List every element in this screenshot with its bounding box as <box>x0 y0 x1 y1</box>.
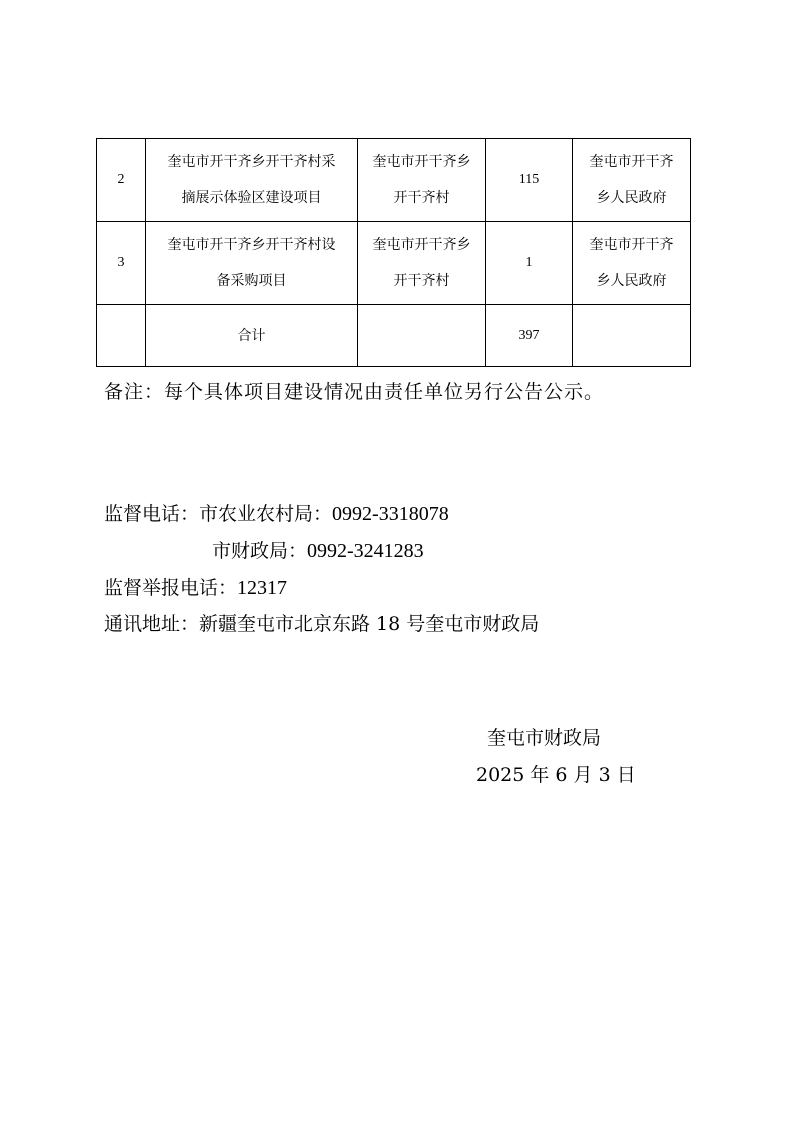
empty-cell <box>358 305 486 367</box>
finance-bureau-label: 市财政局： <box>212 540 308 562</box>
unit-line: 奎屯市开干齐 <box>589 154 674 170</box>
report-label: 监督举报电话： <box>104 577 238 599</box>
unit-line: 奎屯市开干齐 <box>589 237 674 253</box>
location-line: 奎屯市开干齐乡 <box>372 154 471 170</box>
unit-line: 乡人民政府 <box>596 190 667 206</box>
row-number: 2 <box>97 139 146 222</box>
signature-date: 2025 年 6 月 3 日 <box>476 764 636 786</box>
project-name-line: 摘展示体验区建设项目 <box>181 190 322 206</box>
project-name-line: 奎屯市开干齐乡开干齐村设 <box>167 237 336 253</box>
location-cell <box>358 139 486 222</box>
table-row <box>97 222 691 305</box>
address-line <box>104 609 539 636</box>
agri-bureau-label: 市农业农村局： <box>199 503 333 525</box>
location-cell <box>358 222 486 305</box>
location-line: 开干齐村 <box>393 273 450 289</box>
row-number: 3 <box>97 222 146 305</box>
remark-note: 备注：每个具体项目建设情况由责任单位另行公告公示。 <box>104 381 605 403</box>
project-name-cell <box>146 222 358 305</box>
empty-cell <box>573 305 691 367</box>
address-value: 新疆奎屯市北京东路 18 号奎屯市财政局 <box>199 613 540 635</box>
amount-cell: 1 <box>486 222 573 305</box>
project-name-line: 备采购项目 <box>216 273 287 289</box>
empty-cell <box>97 305 146 367</box>
table-row <box>97 139 691 222</box>
project-table <box>96 138 691 367</box>
responsible-unit-cell <box>573 139 691 222</box>
location-line: 奎屯市开干齐乡 <box>372 237 471 253</box>
supervision-line-agri <box>104 499 449 526</box>
responsible-unit-cell <box>573 222 691 305</box>
address-label: 通讯地址： <box>104 613 200 635</box>
total-row <box>97 305 691 367</box>
project-name-line: 奎屯市开干齐乡开干齐村采 <box>167 154 336 170</box>
total-amount: 397 <box>486 305 573 367</box>
report-line <box>104 573 287 600</box>
report-phone: 12317 <box>237 577 288 599</box>
finance-bureau-phone: 0992-3241283 <box>307 540 424 562</box>
location-line: 开干齐村 <box>393 190 450 206</box>
supervision-line-finance <box>212 536 424 563</box>
amount-cell: 115 <box>486 139 573 222</box>
supervision-label: 监督电话： <box>104 503 200 525</box>
agri-bureau-phone: 0992-3318078 <box>332 503 449 525</box>
total-label: 合计 <box>146 305 358 367</box>
project-name-cell <box>146 139 358 222</box>
signature-org: 奎屯市财政局 <box>487 727 602 749</box>
unit-line: 乡人民政府 <box>596 273 667 289</box>
